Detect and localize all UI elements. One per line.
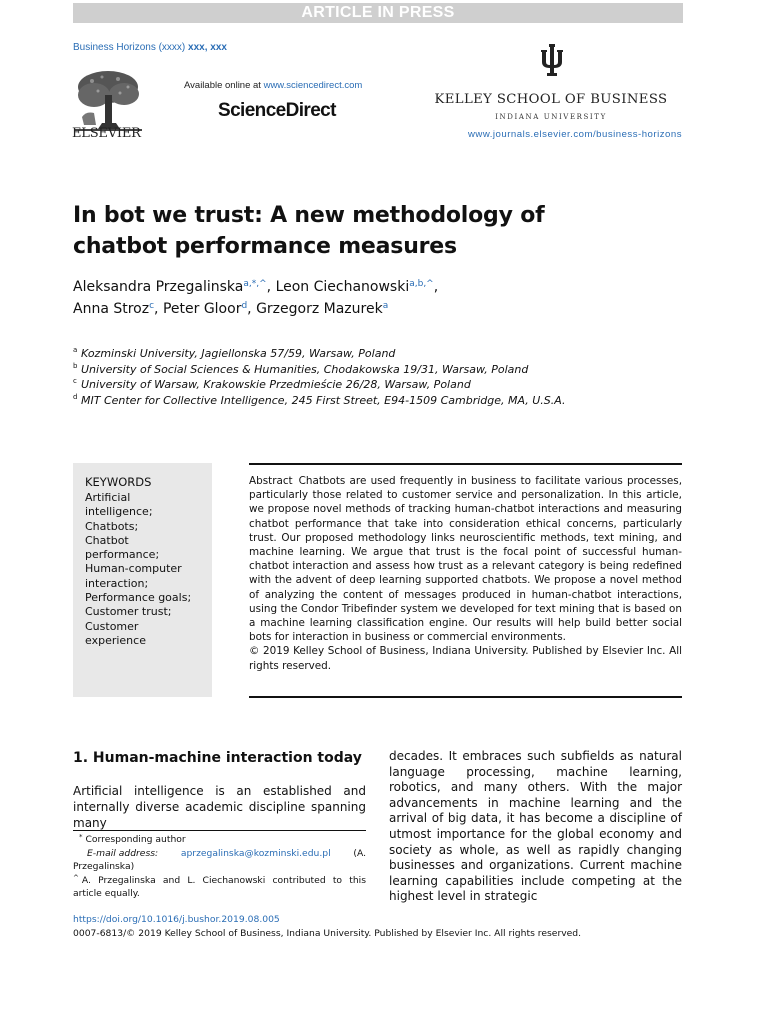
journal-homepage-link[interactable]: www.journals.elsevier.com/business-horizons xyxy=(468,129,682,140)
email-note xyxy=(73,847,366,861)
keywords-heading: KEYWORDS xyxy=(85,475,152,489)
author-affiliation-marks[interactable]: a xyxy=(382,301,389,311)
affiliation-item: d MIT Center for Collective Intelligence, 245 First Street, E94-1509 Cambridge, MA, U.S.A. xyxy=(73,392,566,407)
copyright-line: 0007-6813/© 2019 Kelley School of Business, Indiana University. Published by Elsevier Inc. All rights reserved. xyxy=(73,928,582,939)
sciencedirect-wordmark: ScienceDirect xyxy=(218,100,336,121)
author-name: Aleksandra Przegalinska xyxy=(73,279,244,295)
abstract-text: Chatbots are used frequently in business to facilitate various processes, particularly those related to customer service and personalization. In this article, we propose novel methods of tracking human-chatbot interactions and measuring chatbot performance that take into consideration ethical concerns, particularly trust. Our proposed methodology links neuroscientific methods, text mining, and machine learning. We argue that trust is the focal point of successful human-chatbot interaction and assess how trust as a relevant category is being redefined with the advent of deep learning supported chatbots. We propose a novel method of analyzing the content of messages produced in human-chatbot interactions, using the Condor Tribefinder system we developed for text mining that is based on a machine learning classification engine. Our results will help build better social bots for interaction in business or commercial environments. xyxy=(249,475,682,644)
iu-trident-logo xyxy=(539,44,565,78)
author-affiliation-marks[interactable]: a,*,^ xyxy=(243,279,267,289)
abstract-bottom-rule xyxy=(249,696,682,698)
elsevier-wordmark: ELSEVIER xyxy=(72,126,141,141)
author-list: Aleksandra Przegalinska$^{a,*,\^{}}$, Leon Ciechanowski$^{a,b,\^{}}$, Anna Stroz$^c$, Peter Gloor$^d$, Grzegorz Mazurek$^a$ xyxy=(73,279,439,317)
footnotes xyxy=(73,833,366,901)
article-in-press-banner: ARTICLE IN PRESS xyxy=(73,3,683,23)
doi-link[interactable]: https://doi.org/10.1016/j.bushor.2019.08.005 xyxy=(73,914,280,925)
keyword-item: Human-computer interaction; xyxy=(85,562,182,590)
body-text-left-column: Artificial intelligence is an established and internally diverse academic discipline spanning many xyxy=(73,784,366,830)
corresponding-author-note: * Corresponding author xyxy=(79,833,186,845)
keyword-item: Chatbot performance; xyxy=(85,533,160,562)
available-prefix: Available online at xyxy=(184,80,261,91)
affiliation-item: b University of Social Sciences & Humanities, Chodakowska 19/31, Warsaw, Poland xyxy=(73,361,529,376)
affiliation-item: a Kozminski University, Jagiellonska 57/59, Warsaw, Poland xyxy=(73,346,396,360)
sciencedirect-link[interactable]: www.sciencedirect.com xyxy=(263,80,363,91)
abstract-label: Abstract xyxy=(249,475,293,487)
section-heading: 1. Human-machine interaction today xyxy=(73,750,362,766)
affiliations xyxy=(73,346,593,408)
abstract-top-rule xyxy=(249,463,682,465)
body-text-right-column: decades. It embraces such subfields as natural language processing, machine learning, robotics, and many others. With the major advancements in machine learning and the arrival of big data, it has become a discipline of utmost importance for the global economy and society as whole, as well as rapidly changing businesses and organizations. Current machine learning capabilities include competing at the highest level in strategic xyxy=(389,749,682,904)
keyword-item: Customer trust; xyxy=(85,605,172,619)
keywords-box xyxy=(73,463,212,697)
indiana-university-name: INDIANA UNIVERSITY xyxy=(495,113,607,121)
footnote-rule xyxy=(73,830,366,831)
keyword-item: Customer experience xyxy=(85,619,146,647)
email-owner: Przegalinska) xyxy=(73,861,135,872)
journal-reference[interactable] xyxy=(73,42,227,53)
author-name: Anna Stroz xyxy=(73,301,150,317)
equal-contribution-note: ^ A. Przegalinska and L. Ciechanowski contributed to this article equally. xyxy=(73,873,366,899)
journal-volume: xxx, xxx xyxy=(188,42,227,53)
author-email-link[interactable]: aprzegalinska@kozminski.edu.pl xyxy=(180,847,331,859)
author-name: Peter Gloor xyxy=(162,301,242,317)
author-affiliation-marks[interactable]: d xyxy=(241,301,248,311)
affiliation-item: c University of Warsaw, Krakowskie Przedmieście 26/28, Warsaw, Poland xyxy=(73,377,471,391)
author-name: Grzegorz Mazurek xyxy=(256,301,383,317)
available-online-line xyxy=(184,80,362,91)
keyword-item: Artificial intelligence; xyxy=(85,491,153,519)
abstract-copyright: © 2019 Kelley School of Business, Indiana University. Published by Elsevier Inc. All rights reserved. xyxy=(249,645,682,672)
author-affiliation-marks[interactable]: a,b,^ xyxy=(409,279,434,289)
email-owner-start: (A. xyxy=(353,847,366,859)
author-affiliation-marks[interactable]: c xyxy=(149,301,155,311)
journal-name[interactable]: Business Horizons (xxxx) xyxy=(73,42,186,53)
keyword-item: Performance goals; xyxy=(85,591,192,605)
abstract xyxy=(249,474,682,673)
article-title: In bot we trust: A new methodology of chatbot performance measures xyxy=(73,203,545,259)
kelley-school-name: KELLEY SCHOOL OF BUSINESS xyxy=(434,92,668,107)
keyword-item: Chatbots; xyxy=(85,519,139,533)
author-name: Leon Ciechanowski xyxy=(275,279,410,295)
email-label: E-mail address: xyxy=(87,847,159,859)
